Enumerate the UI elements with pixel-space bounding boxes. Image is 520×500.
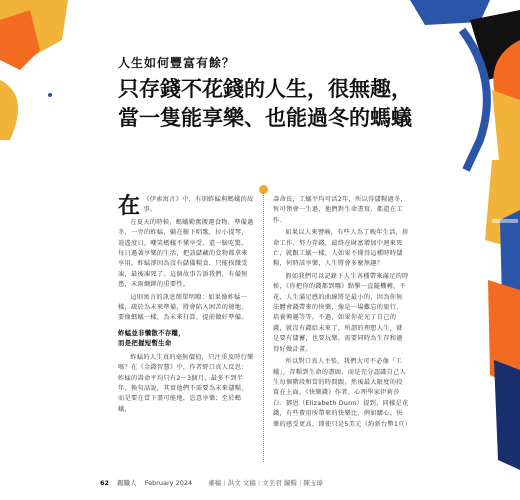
paragraph: 如果以人來譬喻，有些人為了晚年生活，拚命工作、努力存錢，最終在財富增加中迴來死亡，就跟工蟻一樣，人如果不懂得這種時時儲糧，何時該享樂，人生將會多麼無趣？ — [273, 229, 409, 268]
paragraph: 所以對口真人主張，我們大可不必像「工蟻」，存糧到生命的盡頭，而是充分認識自己人生每個階段和當的時間跟，然後最大限度的投資在上面。《快樂錢》作者、心理學家伊莉莎白．鄧恩（Elizabeth Dunn）提到，同樣是花錢，有些費用所帶來的快樂比，例如購心、快樂的感受更高，即使只是5美元（約新台幣1頁） — [273, 358, 412, 428]
drop-cap: 在 — [118, 193, 141, 219]
article-credits: 審稿｜洪文 文稿｜文美君 編輯｜陳玉瑋 — [208, 479, 323, 487]
subheading-line-1: 蚱蜢並非懶散不存糧， — [118, 328, 185, 337]
page-number: 62 — [100, 479, 110, 487]
paragraph: 蚱蜢的人生真的毫無價值，只注重及時行樂嗎？在《金錢智慧》中，作者野口真人反思：蚱蜢的壽命平均只有2～3個月，最多不到半年，換句話說，其實他們不需要為未來儲糧，而是要在當下盡可能地，恣意享樂；至於螞蟻， — [118, 353, 254, 413]
page-footer — [100, 478, 329, 487]
paragraph — [118, 193, 254, 219]
article-column-left — [118, 195, 254, 417]
headline-line-1: 只存錢不花錢的人生，很無趣， — [118, 77, 412, 101]
paragraph: 壽命長，工蟻平均可活2年，所以得儲糧過冬，恆可領會一生過，他們對生命書寫，都還在工作。 — [273, 196, 407, 224]
headline-line-2: 當一隻能享樂、也能過冬的螞蟻 — [118, 106, 412, 130]
subheading-line-2: 而是把握短暫生命 — [118, 339, 172, 348]
article-headline — [118, 75, 418, 133]
paragraph-text: 《伊索寓言》中，有則蚱蜢與螞蟻的故事。 — [143, 196, 254, 214]
decorative-graphic-right — [480, 160, 520, 470]
article-column-right — [273, 195, 412, 432]
paragraph: 假如我們可以記錄下人生各種帶來滿足的時候，《你把你的錢都到哪》點擊一直隨機轉，不花，人生滿足感的曲線將是最小的，因為你無法體會錢帶來的快樂，像是一場難忘的旅行、培養興趣等等。不過，如果你花光了自己的錢，就沒有錢給未來了，所謂的理想人生，就是要有儲蓄，也要玩樂，需要同時為生存和過得好做計畫。 — [273, 272, 409, 353]
paragraph: 這則寓言的訊息簡單明瞭：如果像蚱蜢一樣，疏於為未來準備，將會陷入困苦的境地，要像螞蟻一樣，為未來打算，提前做好準備。 — [118, 293, 248, 322]
magazine-name: 親職人 — [117, 479, 137, 487]
paragraph: 在夏天的時候，螞蟻勤奮搬運食物，準備過冬，一旁的蚱蜢，躺在樹下唱歌，拉小提琴，逍遙度日，嘲笑螞蟻不懂享受、還一臉吃驚，每日過著享樂的生活，把該儲藏的食物都拿來享用，蚱蜢卻因為沒有儲備糧食，只能挨餓受凍，最後凍死了。這個故事告訴我們，有備無患，未雨綢繆的重要性。 — [118, 218, 254, 289]
article-kicker: 人生如何豐富有餘？ — [118, 56, 236, 70]
decorative-graphic-left — [0, 0, 75, 140]
column-divider — [263, 192, 264, 462]
issue-date: February 2024 — [144, 479, 193, 487]
